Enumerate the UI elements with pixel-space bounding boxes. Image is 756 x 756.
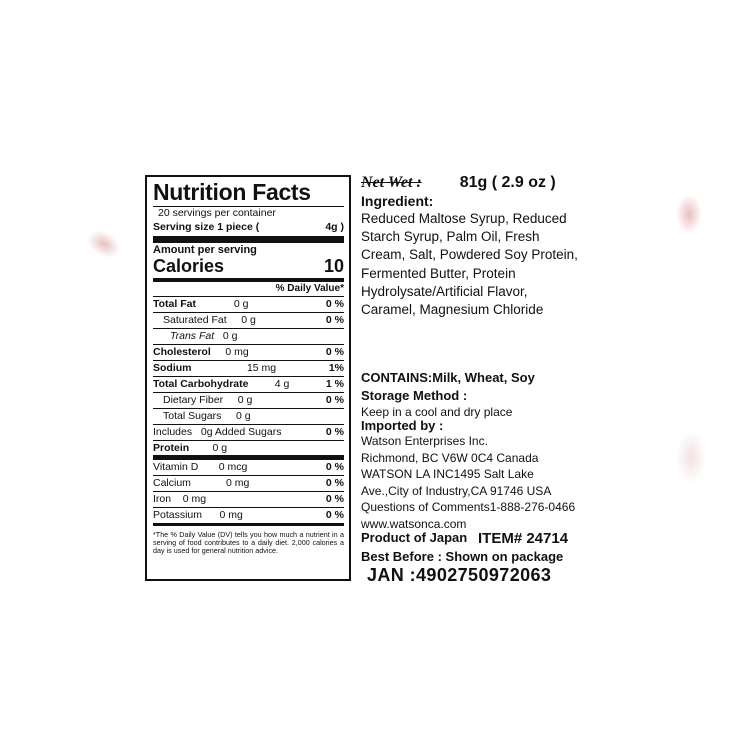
- nutrient-amount: 0 g: [237, 394, 253, 406]
- nutrient-pct: 0 %: [325, 426, 344, 438]
- nutrient-name: Sodium: [153, 362, 192, 374]
- net-weight: [361, 174, 556, 192]
- nutrient-row: [153, 476, 344, 492]
- stain-mark: [676, 430, 706, 484]
- nutrient-pct: 0 %: [325, 346, 344, 358]
- nutrition-facts-panel: [145, 175, 351, 581]
- nutrient-name: Dietary Fiber: [163, 394, 224, 406]
- nutrient-name: Potassium: [153, 509, 203, 521]
- nutrient-amount: 0 mg: [225, 477, 250, 489]
- daily-value-header: % Daily Value*: [153, 282, 344, 297]
- nutrient-name: Includes: [153, 426, 193, 438]
- serving-size-value: 4g ): [325, 221, 344, 233]
- serving-size-label: Serving size 1 piece (: [153, 221, 260, 233]
- nutrient-row: [153, 508, 344, 526]
- nutrient-pct: 0 %: [325, 461, 344, 473]
- nutrient-amount: 0g Added Sugars: [200, 426, 282, 438]
- nutrient-name: Saturated Fat: [163, 314, 227, 326]
- nutrient-pct: 1 %: [325, 378, 344, 390]
- nutrient-amount: 15 mg: [246, 362, 277, 374]
- net-weight-label: Net Wet :: [361, 174, 422, 191]
- nutrient-row: [153, 441, 344, 460]
- nutrient-row: [153, 329, 344, 345]
- nutrient-amount: 0 g: [212, 442, 228, 454]
- nutrient-row: [153, 361, 344, 377]
- servings-per-container: 20 servings per container: [153, 206, 344, 220]
- country-of-origin: Product of Japan: [361, 530, 468, 545]
- nutrient-row: [153, 409, 344, 425]
- nutrient-amount: 0 g: [233, 298, 249, 310]
- nutrient-name: Cholesterol: [153, 346, 211, 358]
- nutrient-pct: 0 %: [325, 477, 344, 489]
- nutrient-row: [153, 313, 344, 329]
- dv-footnote: *The % Daily Value (DV) tells you how much a nutrient in a serving of food contributes to a daily diet. 2,000 calories a day is used for general nutrition advice.: [153, 530, 344, 555]
- nutrient-row: [153, 425, 344, 441]
- storage-text: Keep in a cool and dry place: [361, 405, 513, 419]
- nutrient-amount: 0 mg: [225, 346, 249, 358]
- nutrient-name: Total Carbohydrate: [153, 378, 249, 390]
- jan-code: JAN :4902750972063: [367, 565, 552, 585]
- net-weight-value: 81g ( 2.9 oz ): [459, 174, 556, 191]
- nutrient-row: [153, 345, 344, 361]
- nutrient-pct: 1%: [328, 362, 344, 374]
- nutrient-name: Calcium: [153, 477, 191, 489]
- nutrient-row: [153, 460, 344, 476]
- nutrition-title: Nutrition Facts: [153, 179, 311, 205]
- nutrient-name: Protein: [153, 442, 190, 454]
- nutrient-row: [153, 297, 344, 313]
- nutrient-pct: 0 %: [325, 509, 344, 521]
- nutrient-name: Vitamin D: [153, 461, 199, 473]
- serving-size: [153, 220, 344, 243]
- nutrient-row: [153, 393, 344, 409]
- storage-heading: Storage Method :: [361, 388, 468, 403]
- ingredient-heading: Ingredient:: [361, 193, 434, 209]
- allergen-contains: CONTAINS:Milk, Wheat, Soy: [361, 370, 535, 385]
- best-before: Best Before : Shown on package: [361, 549, 564, 564]
- nutrient-name: Total Fat: [153, 298, 196, 310]
- importer-address: Watson Enterprises Inc. Richmond, BC V6W 0C4 Canada WATSON LA INC1495 Salt Lake Ave.,City of Industry,CA 91746 USA Questions of Comments1-888-276-0466 www.watsonca.com: [361, 434, 576, 531]
- calories-label: Calories: [153, 256, 225, 276]
- nutrient-amount: 0 g: [241, 314, 256, 326]
- stain-mark: [676, 194, 702, 234]
- imported-heading: Imported by :: [361, 418, 444, 433]
- calories-value: 10: [323, 256, 344, 276]
- nutrient-amount: 0 mcg: [218, 461, 248, 473]
- ingredient-list: Reduced Maltose Syrup, Reduced Starch Syrup, Palm Oil, Fresh Cream, Salt, Powdered Soy Protein, Fermented Butter, Protein Hydrolysate/Artificial Flavor, Caramel, Magnesium Chloride: [361, 211, 578, 318]
- nutrient-pct: 0 %: [325, 493, 344, 505]
- nutrient-amount: 0 mg: [182, 493, 207, 505]
- nutrient-pct: 0 %: [325, 394, 344, 406]
- nutrient-name: Trans Fat: [170, 330, 215, 342]
- item-number: ITEM# 24714: [478, 530, 569, 547]
- nutrient-amount: 0 mg: [219, 509, 243, 521]
- nutrient-pct: 0 %: [325, 298, 344, 310]
- stain-mark: [82, 225, 125, 264]
- nutrient-amount: 0 g: [222, 330, 238, 342]
- nutrient-amount: 0 g: [235, 410, 251, 422]
- amount-per-serving: Amount per serving: [153, 244, 257, 256]
- calories-row: [153, 257, 344, 282]
- nutrient-name: Iron: [153, 493, 172, 505]
- nutrient-row: [153, 492, 344, 508]
- nutrient-amount: 4 g: [274, 378, 290, 390]
- nutrient-row: [153, 377, 344, 393]
- nutrient-name: Total Sugars: [163, 410, 222, 422]
- nutrient-pct: 0 %: [325, 314, 344, 326]
